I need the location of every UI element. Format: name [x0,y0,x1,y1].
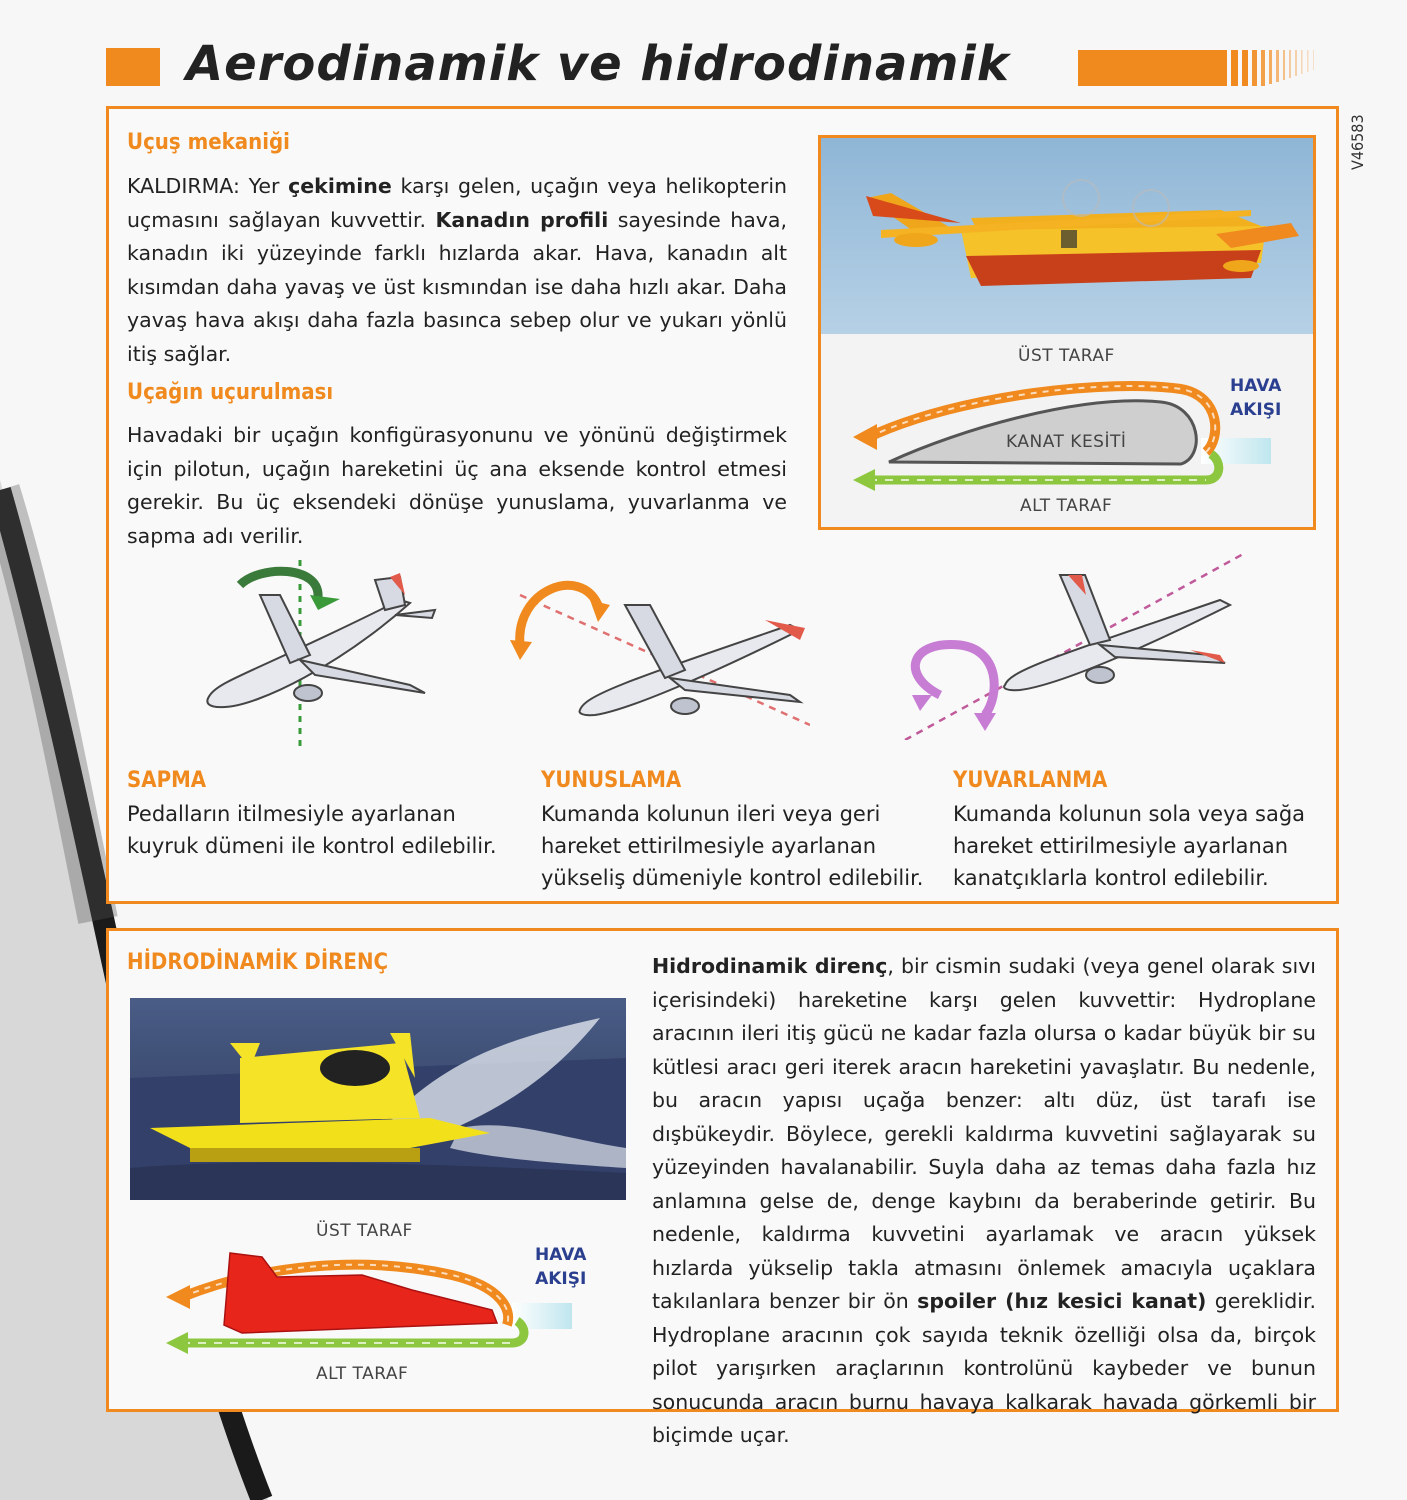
firefighting-plane-photo [821,138,1313,334]
hydro-text-2: gereklidir. Hydroplane aracının çok sayıda teknik özelliği olsa da, birçok pilot yarışırken araçlarının kontrolünü kaybeder ve bunun sonucunda aracın burnu havaya kalkarak havada görkemli bir biçimde uçar. [652,1289,1317,1447]
axis-desc-yaw [127,798,507,862]
hydro-airflow-line2: AKIŞI [535,1269,587,1289]
lift-paragraph [127,170,787,371]
airflow-label-line1: HAVA [1230,376,1282,396]
axis-desc-pitch-line3: yükseliş dümeniyle kontrol edilebilir. [541,866,924,890]
wing-top-label: ÜST TARAF [1018,346,1115,366]
hydro-bold-term: Hidrodinamik direnç [652,954,888,978]
wing-bottom-label: ALT TARAF [1020,496,1113,516]
wing-section-label: KANAT KESİTİ [1006,432,1127,452]
piloting-paragraph: Havadaki bir uçağın konfigürasyonunu ve yönünü değiştirmek için pilotun, uçağın hareketini üç ana eksende kontrol etmesi gerekir. Bu üç eksendeki dönüşe yunuslama, yuvarlanma ve sapma adı verilir. [127,423,787,548]
lift-text-3: sayesinde hava, kanadın iki yüzeyinde farklı hızlarda akar. Hava, kanadın alt kısımdan daha yavaş ve üst kısmından ise daha hızlı akar. Daha yavaş hava akışı daha fazla basınca sebep olur ve yukarı yönlü itiş sağlar. [127,207,787,366]
lift-text-1: KALDIRMA: Yer [127,174,289,198]
hydro-bold-spoiler: spoiler (hız kesici kanat) [917,1289,1207,1313]
hydro-paragraph [652,950,1316,1453]
axis-desc-pitch [541,798,941,894]
hydro-bottom-label: ALT TARAF [316,1364,409,1384]
axis-title-yaw: SAPMA [127,768,207,793]
title-accent-bar [1078,50,1218,86]
axis-desc-roll-line1: Kumanda kolunun sola veya sağa [953,802,1306,826]
hydro-text-1: , bir cismin sudaki (veya genel olarak sıvı içerisindeki) hareketine karşı gelen kuvvettir: Hydroplane aracının ileri itiş gücü ne kadar fazla olursa o kadar büyük bir su kütlesi aracı geri iterek aracın hareketini yavaşlatır. Bu nedenle, bu aracın yapısı uçağa benzer: altı düz, üst tarafı ise dışbükeydir. Böylece, gerekli kaldırma kuvvetini sağlayarak su yüzeyinden havalanabilir. Suyla daha az temas daha fazla hız anlamına gelse de, denge kaybını da beraberinde getirir. Bu nedenle, kaldırma kuvvetini ayarlamak ve aracın yüksek hızlarda yükselip takla atmasını önlemek amacıyla uçaklara takılanlara benzer bir ön [652,954,1316,1313]
axis-desc-pitch-line2: hareket ettirilmesiyle ayarlanan [541,834,877,858]
hydro-airflow-label [535,1243,586,1291]
axis-desc-roll-line3: kanatçıklarla kontrol edilebilir. [953,866,1269,890]
pitch-plane-illustration [510,560,810,730]
product-code: V46583 [1348,114,1367,170]
hydro-top-label: ÜST TARAF [316,1221,413,1241]
yaw-plane-illustration [200,555,450,750]
roll-plane-illustration [900,545,1245,740]
axis-desc-pitch-line1: Kumanda kolunun ileri veya geri [541,802,881,826]
axis-title-roll: YUVARLANMA [953,768,1108,793]
lift-bold-wing-profile: Kanadın profili [435,207,609,232]
airflow-label [1230,374,1281,422]
axis-desc-roll [953,798,1323,894]
hydro-airflow-line1: HAVA [535,1245,587,1265]
axis-desc-yaw-line1: Pedalların itilmesiyle ayarlanan [127,802,456,826]
airflow-label-line2: AKIŞI [1230,400,1282,420]
hydroplane-photo [130,998,626,1200]
lift-text-2: karşı gelen, uçağın veya helikopterin uçmasını sağlayan kuvvettir. [127,174,788,232]
hydro-heading: HİDRODİNAMİK DİRENÇ [127,950,389,975]
piloting-heading: Uçağın uçurulması [127,380,334,405]
lift-bold-gravity: çekimine [288,174,392,198]
title-accent-stripes [1218,50,1323,86]
wing-figure [818,135,1316,530]
title-accent-block [106,48,160,86]
axis-desc-roll-line2: hareket ettirilmesiyle ayarlanan [953,834,1289,858]
flight-mechanics-heading: Uçuş mekaniği [127,130,290,155]
axis-desc-yaw-line2: kuyruk dümeni ile kontrol edilebilir. [127,834,497,858]
axis-title-pitch: YUNUSLAMA [541,768,682,793]
page-title: Aerodinamik ve hidrodinamik [186,36,1010,92]
